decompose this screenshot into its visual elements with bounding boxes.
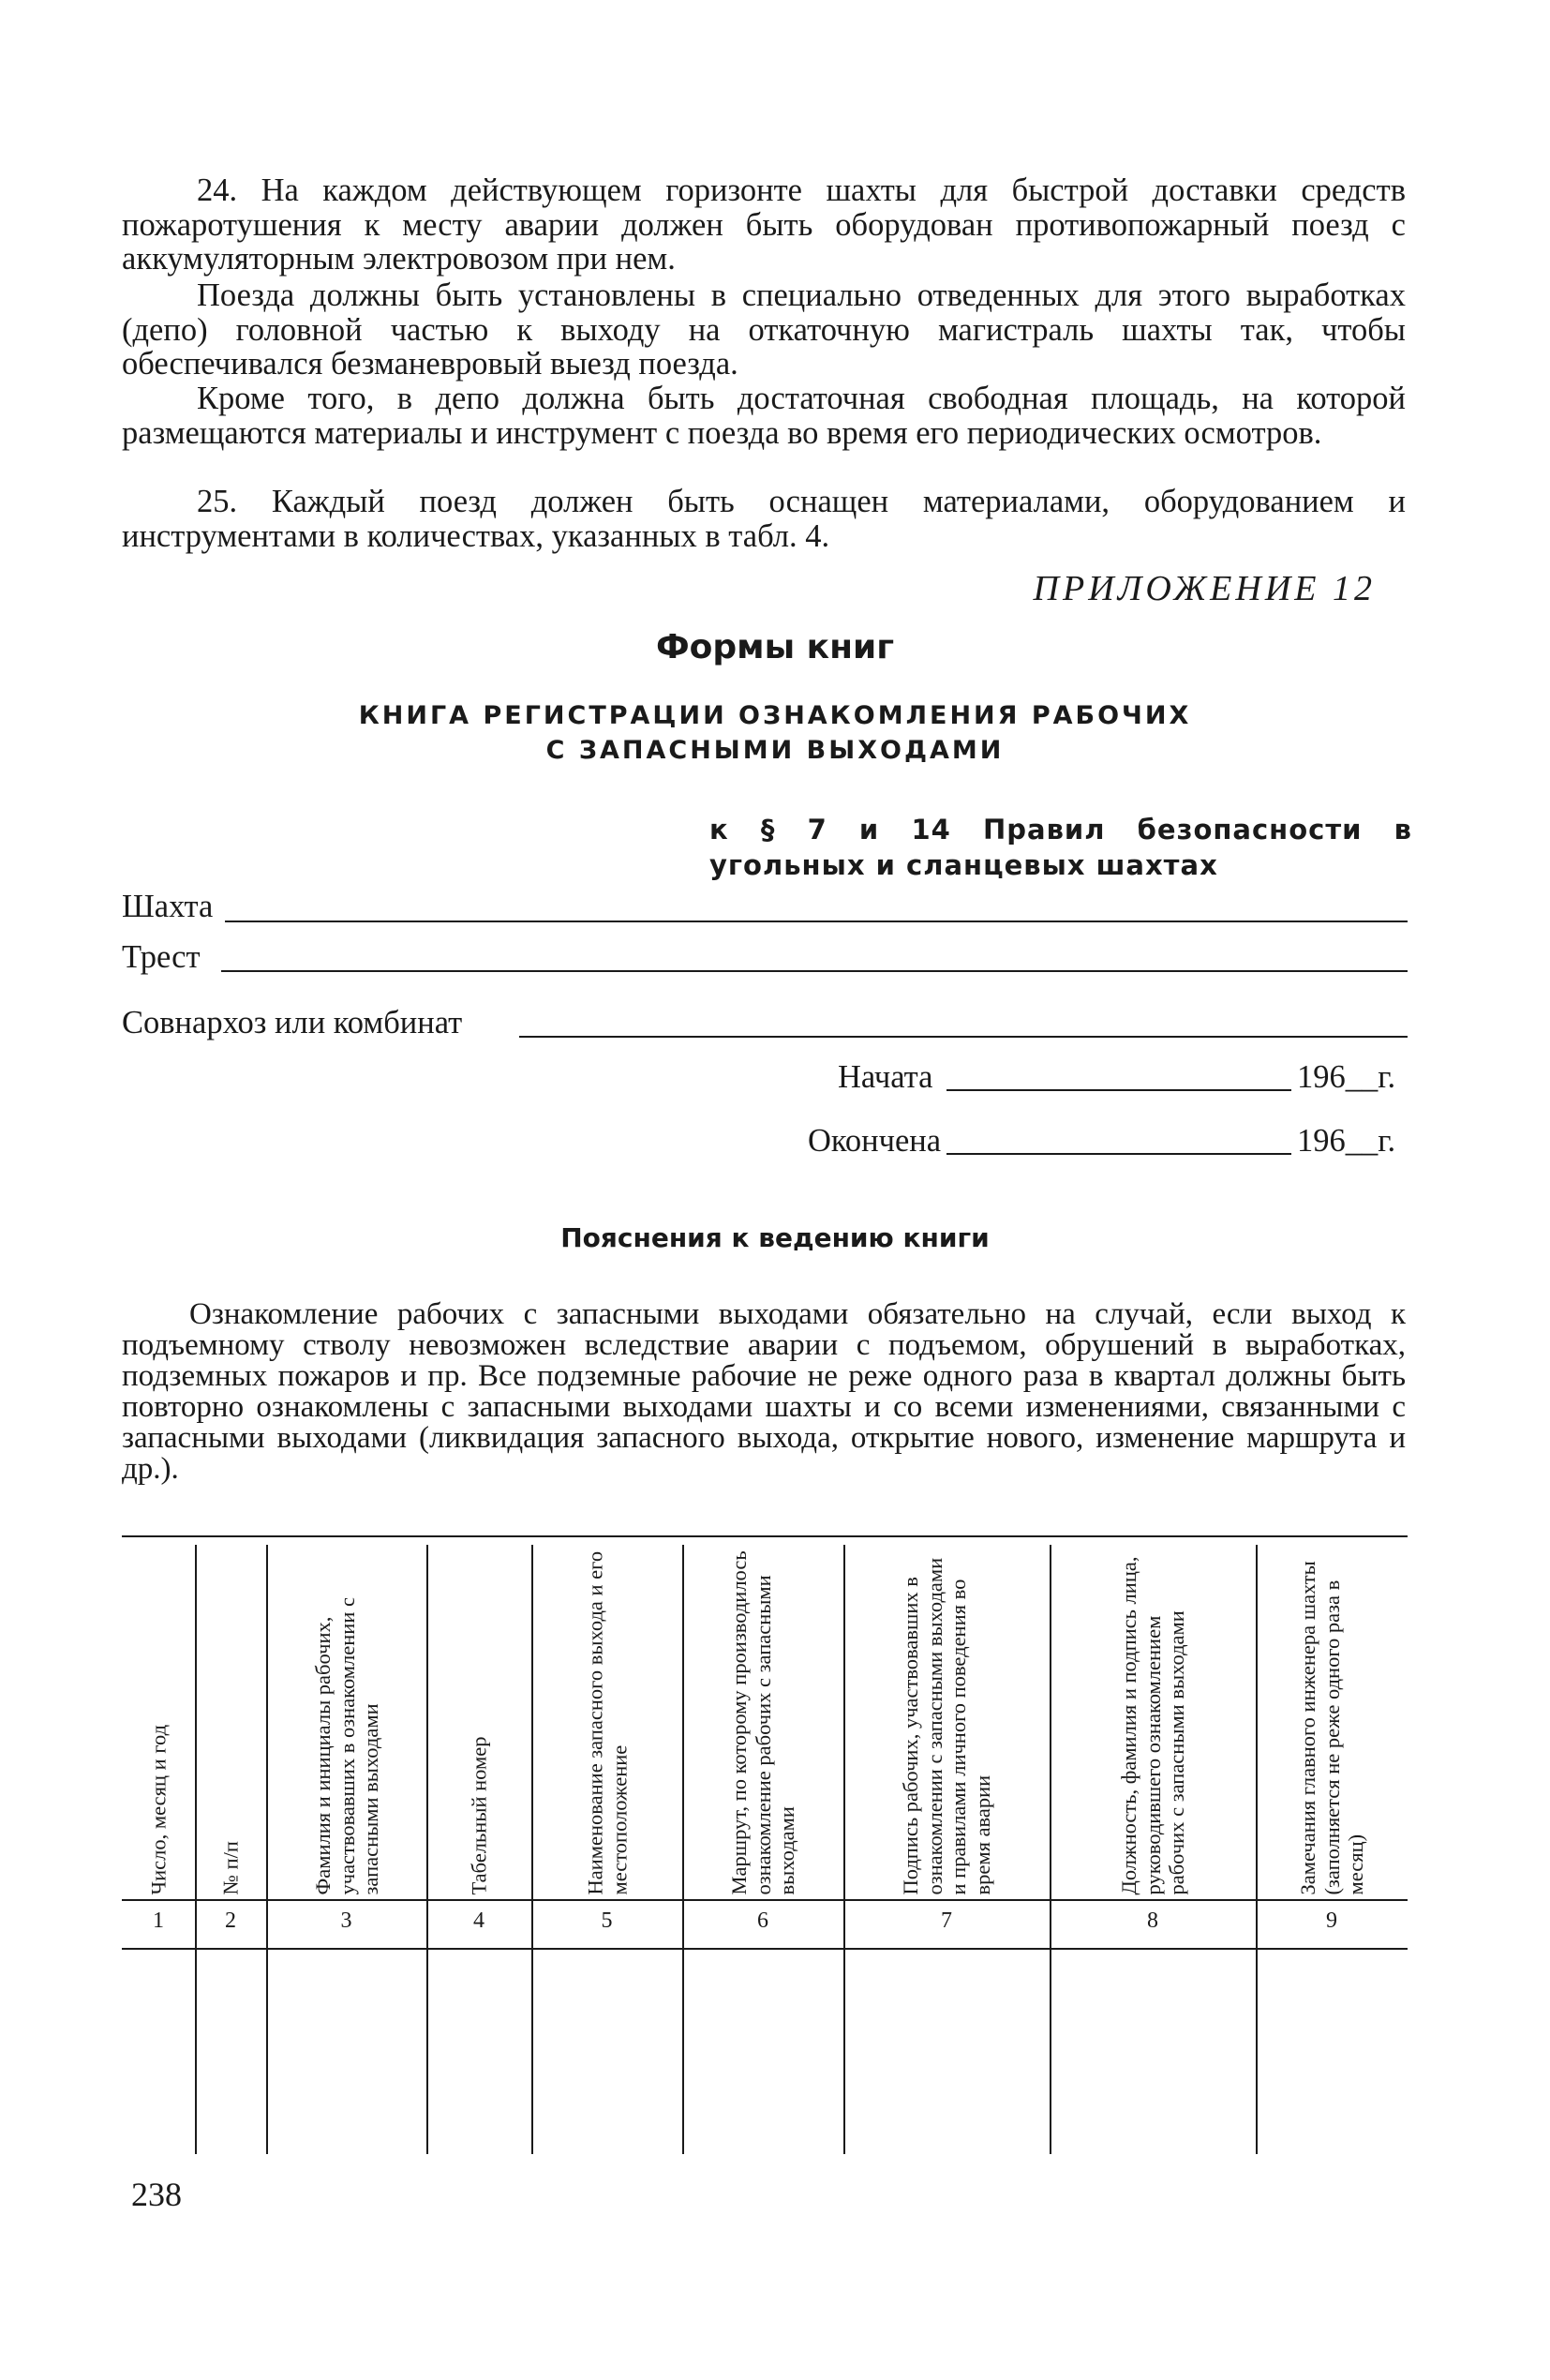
page-title: Формы книг <box>655 628 895 666</box>
column-number: 1 <box>153 1908 164 1933</box>
column-header-workers: Фамилия и инициалы рабочих, участвовавших в ознакомлении с запасными выходами <box>310 1596 382 1894</box>
column-number: 5 <box>601 1908 613 1933</box>
appendix-label: ПРИЛОЖЕНИЕ 12 <box>1033 569 1376 608</box>
table-header-rule <box>122 1899 1408 1901</box>
table-number-rule <box>122 1948 1408 1950</box>
column-header-date: Число, месяц и год <box>146 1724 171 1894</box>
paragraph-24: 24. На каждом действующем горизонте шахты для быстрой доставки средств пожаротушения к месту аварии должен быть оборудован противопожарный поезд с аккумуляторным электровозом при нем. <box>122 172 1406 277</box>
finished-label: Окончена <box>808 1123 942 1159</box>
book-subtitle <box>0 698 1550 768</box>
column-header-remarks: Замечания главного инженера шахты (заполняется не реже одного раза в месяц) <box>1295 1560 1367 1894</box>
column-header-exit-name: Наименование запасного выхода и его местоположение <box>583 1550 631 1894</box>
column-number: 7 <box>941 1908 952 1933</box>
trust-label: Трест <box>122 939 201 975</box>
finished-field-line[interactable] <box>946 1153 1291 1155</box>
column-number: 4 <box>473 1908 484 1933</box>
started-field-line[interactable] <box>946 1089 1291 1091</box>
page-number: 238 <box>131 2176 182 2213</box>
trust-field-line[interactable] <box>221 970 1408 972</box>
paragraph-depot: Кроме того, в депо должна быть достаточная свободная площадь, на которой размещаются материалы и инструмент с поезда во время его периодических осмотров. <box>122 381 1406 451</box>
column-number: 2 <box>225 1908 236 1933</box>
subtitle-line-2: С ЗАПАСНЫМИ ВЫХОДАМИ <box>545 736 1005 765</box>
column-header-supervisor: Должность, фамилия и подпись лица, руководившего ознакомлением рабочих с запасными выходами <box>1116 1556 1188 1894</box>
column-header-number: № п/п <box>218 1840 243 1894</box>
column-header-route: Маршрут, по которому производилось ознакомление рабочих с запасными выходами <box>726 1549 798 1894</box>
mine-field-line[interactable] <box>225 921 1408 922</box>
sovnarkhoz-field-line[interactable] <box>519 1036 1408 1038</box>
column-number: 9 <box>1326 1908 1337 1933</box>
explanation-text: Ознакомление рабочих с запасными выходами обязательно на случай, если выход к подъемному стволу невозможен вследствие аварии с подъемом, обрушений в выработках, подземных пожаров и пр. Все подземные рабочие не реже одного раза в квартал должны быть повторно ознакомлены с запасными выходами шахты и со всеми изменениями, связанными с запасными выходами (ликвидация запасного выхода, открытие нового, изменение маршрута и др.). <box>122 1297 1406 1486</box>
subtitle-line-1: КНИГА РЕГИСТРАЦИИ ОЗНАКОМЛЕНИЯ РАБОЧИХ <box>358 701 1192 730</box>
started-year: 196__г. <box>1297 1059 1396 1095</box>
table-top-rule <box>122 1535 1408 1537</box>
paragraph-25: 25. Каждый поезд должен быть оснащен материалами, оборудованием и инструментами в количествах, указанных в табл. 4. <box>122 484 1406 554</box>
finished-year: 196__г. <box>1297 1123 1396 1159</box>
column-number: 3 <box>340 1908 352 1933</box>
column-number: 8 <box>1147 1908 1158 1933</box>
explanation-title: Пояснения к ведению книги <box>560 1222 990 1253</box>
mine-label: Шахта <box>122 889 214 924</box>
sovnarkhoz-label: Совнархоз или комбинат <box>122 1005 463 1040</box>
column-header-tab-number: Табельный номер <box>467 1736 491 1894</box>
paragraph-trains: Поезда должны быть установлены в специально отведенных для этого выработках (депо) головной частью к выходу на откаточную магистраль шахты так, чтобы обеспечивался безманевровый выезд поезда. <box>122 277 1406 382</box>
column-number: 6 <box>757 1908 768 1933</box>
column-header-signature: Подпись рабочих, участвовавших в ознакомлении с запасными выходами и правилами личного поведения во время аварии <box>899 1557 994 1894</box>
started-label: Начата <box>838 1059 933 1095</box>
registration-table <box>122 1535 1408 2154</box>
rules-reference: к § 7 и 14 Правил безопасности в угольных и сланцевых шахтах <box>709 814 1412 881</box>
